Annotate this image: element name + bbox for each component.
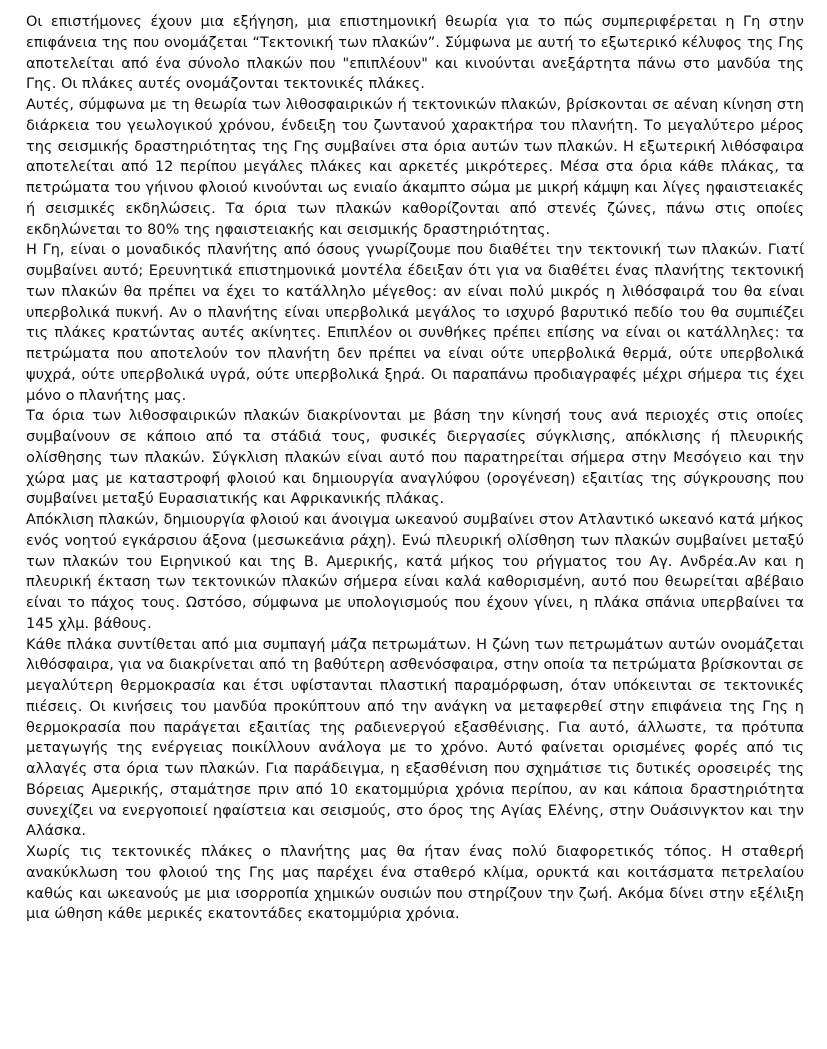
paragraph-plate-motion: Αυτές, σύμφωνα με τη θεωρία των λιθοσφαιρικών ή τεκτονικών πλακών, βρίσκονται σε αέναη κίνηση στη διάρκεια του γεωλογικού χρόνου, ένδειξη του ζωντανού χαρακτήρα του πλανήτη. Το μεγαλύτερο μέρος της σεισμικής δραστηριότητας της Γης συμβαίνει στα όρια αυτών των πλακών. Η εξωτερική λιθόσφαιρα αποτελείται από 12 περίπου μεγάλες πλάκες και αρκετές μικρότερες. Μέσα στα όρια κάθε πλάκας, τα πετρώματα του γήινου φλοιού κινούνται ως ενιαίο άκαμπτο σώμα με μικρή κάμψη και λίγες ηφαιστειακές ή σεισμικές εκδηλώσεις. Τα όρια των πλακών καθορίζονται από στενές ζώνες, πάνω στις οποίες εκδηλώνεται το 80% της ηφαιστειακής και σεισμικής δραστηριότητας. <box>26 97 804 238</box>
paragraph-intro: Οι επιστήμονες έχουν μια εξήγηση, μια επιστημονική θεωρία για το πώς συμπεριφέρεται η Γη στην επιφάνεια της που ονομάζεται “Τεκτονική των πλακών”. Σύμφωνα με αυτή το εξωτερικό κέλυφος της Γης αποτελείται από ένα σύνολο πλακών που "επιπλέουν" και κινούνται ανεξάρτητα πάνω στο μανδύα της Γης. Οι πλάκες αυτές ονομάζονται τεκτονικές πλάκες. <box>26 14 804 93</box>
paragraph-lithosphere: Κάθε πλάκα συντίθεται από μια συμπαγή μάζα πετρωμάτων. Η ζώνη των πετρωμάτων αυτών ονομάζεται λιθόσφαιρα, για να διακρίνεται από τη βαθύτερη ασθενόσφαιρα, στην οποία τα πετρώματα βρίσκονται σε μεγαλύτερη θερμοκρασία και έτσι υφίστανται πλαστική παραμόρφωση, όταν υπόκεινται σε τεκτονικές πιέσεις. Οι κινήσεις του μανδύα προκύπτουν από την ανάγκη να μεταφερθεί στην επιφάνεια της Γης η θερμοκρασία που παράγεται εξαιτίας της ραδιενεργού εξασθένισης. Για αυτό, άλλωστε, τα πρότυπα μεταγωγής της ενέργειας ποικίλλουν ανάλογα με το χρόνο. Αυτό φαίνεται ορισμένες φορές από τις αλλαγές στα όρια των πλακών. Για παράδειγμα, η εξασθένιση που σχημάτισε τις δυτικές οροσειρές της Βόρειας Αμερικής, σταμάτησε πριν από 10 εκατομμύρια χρόνια περίπου, αν και κάποια δραστηριότητα συνεχίζει να ενεργοποιεί ηφαίστεια και σεισμούς, στο όρος της Αγίας Ελένης, στην Ουάσινγκτον και την Αλάσκα. <box>26 636 804 840</box>
paragraph-divergence: Απόκλιση πλακών, δημιουργία φλοιού και άνοιγμα ωκεανού συμβαίνει στον Ατλαντικό ωκεανό κατά μήκος ενός νοητού εγκάρσιου άξονα (μεσωκεάνια ράχη). Ενώ πλευρική ολίσθηση των πλακών συμβαίνει μεταξύ των πλακών του Ειρηνικού και της Β. Αμερικής, κατά μήκος του ρήγματος του Αγ. Ανδρέα.Αν και η πλευρική έκταση των τεκτονικών πλακών σήμερα είναι καλά καθορισμένη, αυτό που θεωρείται αβέβαιο είναι το πάχος τους. Ωστόσο, σύμφωνα με υπολογισμούς που έχουν γίνει, η πλάκα σπάνια υπερβαίνει τα 145 χλμ. βάθους. <box>26 512 804 632</box>
paragraph-plate-boundaries: Τα όρια των λιθοσφαιρικών πλακών διακρίνονται με βάση την κίνησή τους ανά περιοχές στις οποίες συμβαίνουν σε κάποιο από τα στάδιά τους, φυσικές διεργασίες σύγκλισης, απόκλισης ή πλευρικής ολίσθησης των πλακών. Σύγκλιση πλακών είναι αυτό που παρατηρείται σήμερα στην Μεσόγειο και την χώρα μας με καταστροφή φλοιού και δημιουργία αναγλύφου (ορογένεση) εξαιτίας της σύγκρουσης που συμβαίνει μεταξύ Ευρασιατικής και Αφρικανικής πλάκας. <box>26 408 804 508</box>
document-body <box>26 12 804 925</box>
paragraph-earth-unique: Η Γη, είναι ο μοναδικός πλανήτης από όσους γνωρίζουμε που διαθέτει την τεκτονική των πλακών. Γιατί συμβαίνει αυτό; Ερευνητικά επιστημονικά μοντέλα έδειξαν ότι για να διαθέτει ένας πλανήτης τεκτονική των πλακών θα πρέπει να έχει το κατάλληλο μέγεθος: αν είναι πολύ μικρός η λιθόσφαιρά του θα είναι υπερβολικά πυκνή. Αν ο πλανήτης είναι υπερβολικά μεγάλος το ισχυρό βαρυτικό πεδίο του θα συμπιέζει τις πλάκες κρατώντας αυτές ακίνητες. Επιπλέον οι συνθήκες πρέπει επίσης να είναι οι κατάλληλες: τα πετρώματα που αποτελούν τον πλανήτη δεν πρέπει να είναι ούτε υπερβολικά θερμά, ούτε υπερβολικά ψυχρά, ούτε υπερβολικά υγρά, ούτε υπερβολικά ξηρά. Οι παραπάνω προδιαγραφές μέχρι σήμερα τις έχει μόνο ο πλανήτης μας. <box>26 242 804 404</box>
paragraph-conclusion: Χωρίς τις τεκτονικές πλάκες ο πλανήτης μας θα ήταν ένας πολύ διαφορετικός τόπος. Η σταθερή ανακύκλωση του φλοιού της Γης μας παρέχει ένα σταθερό κλίμα, ορυκτά και κοιτάσματα πετρελαίου καθώς και ωκεανούς με μια ισορροπία χημικών ουσιών που στηρίζουν την ζωή. Ακόμα δίνει στην εξέλιξη μια ώθηση κάθε μερικές εκατοντάδες εκατομμύρια χρόνια. <box>26 844 804 923</box>
